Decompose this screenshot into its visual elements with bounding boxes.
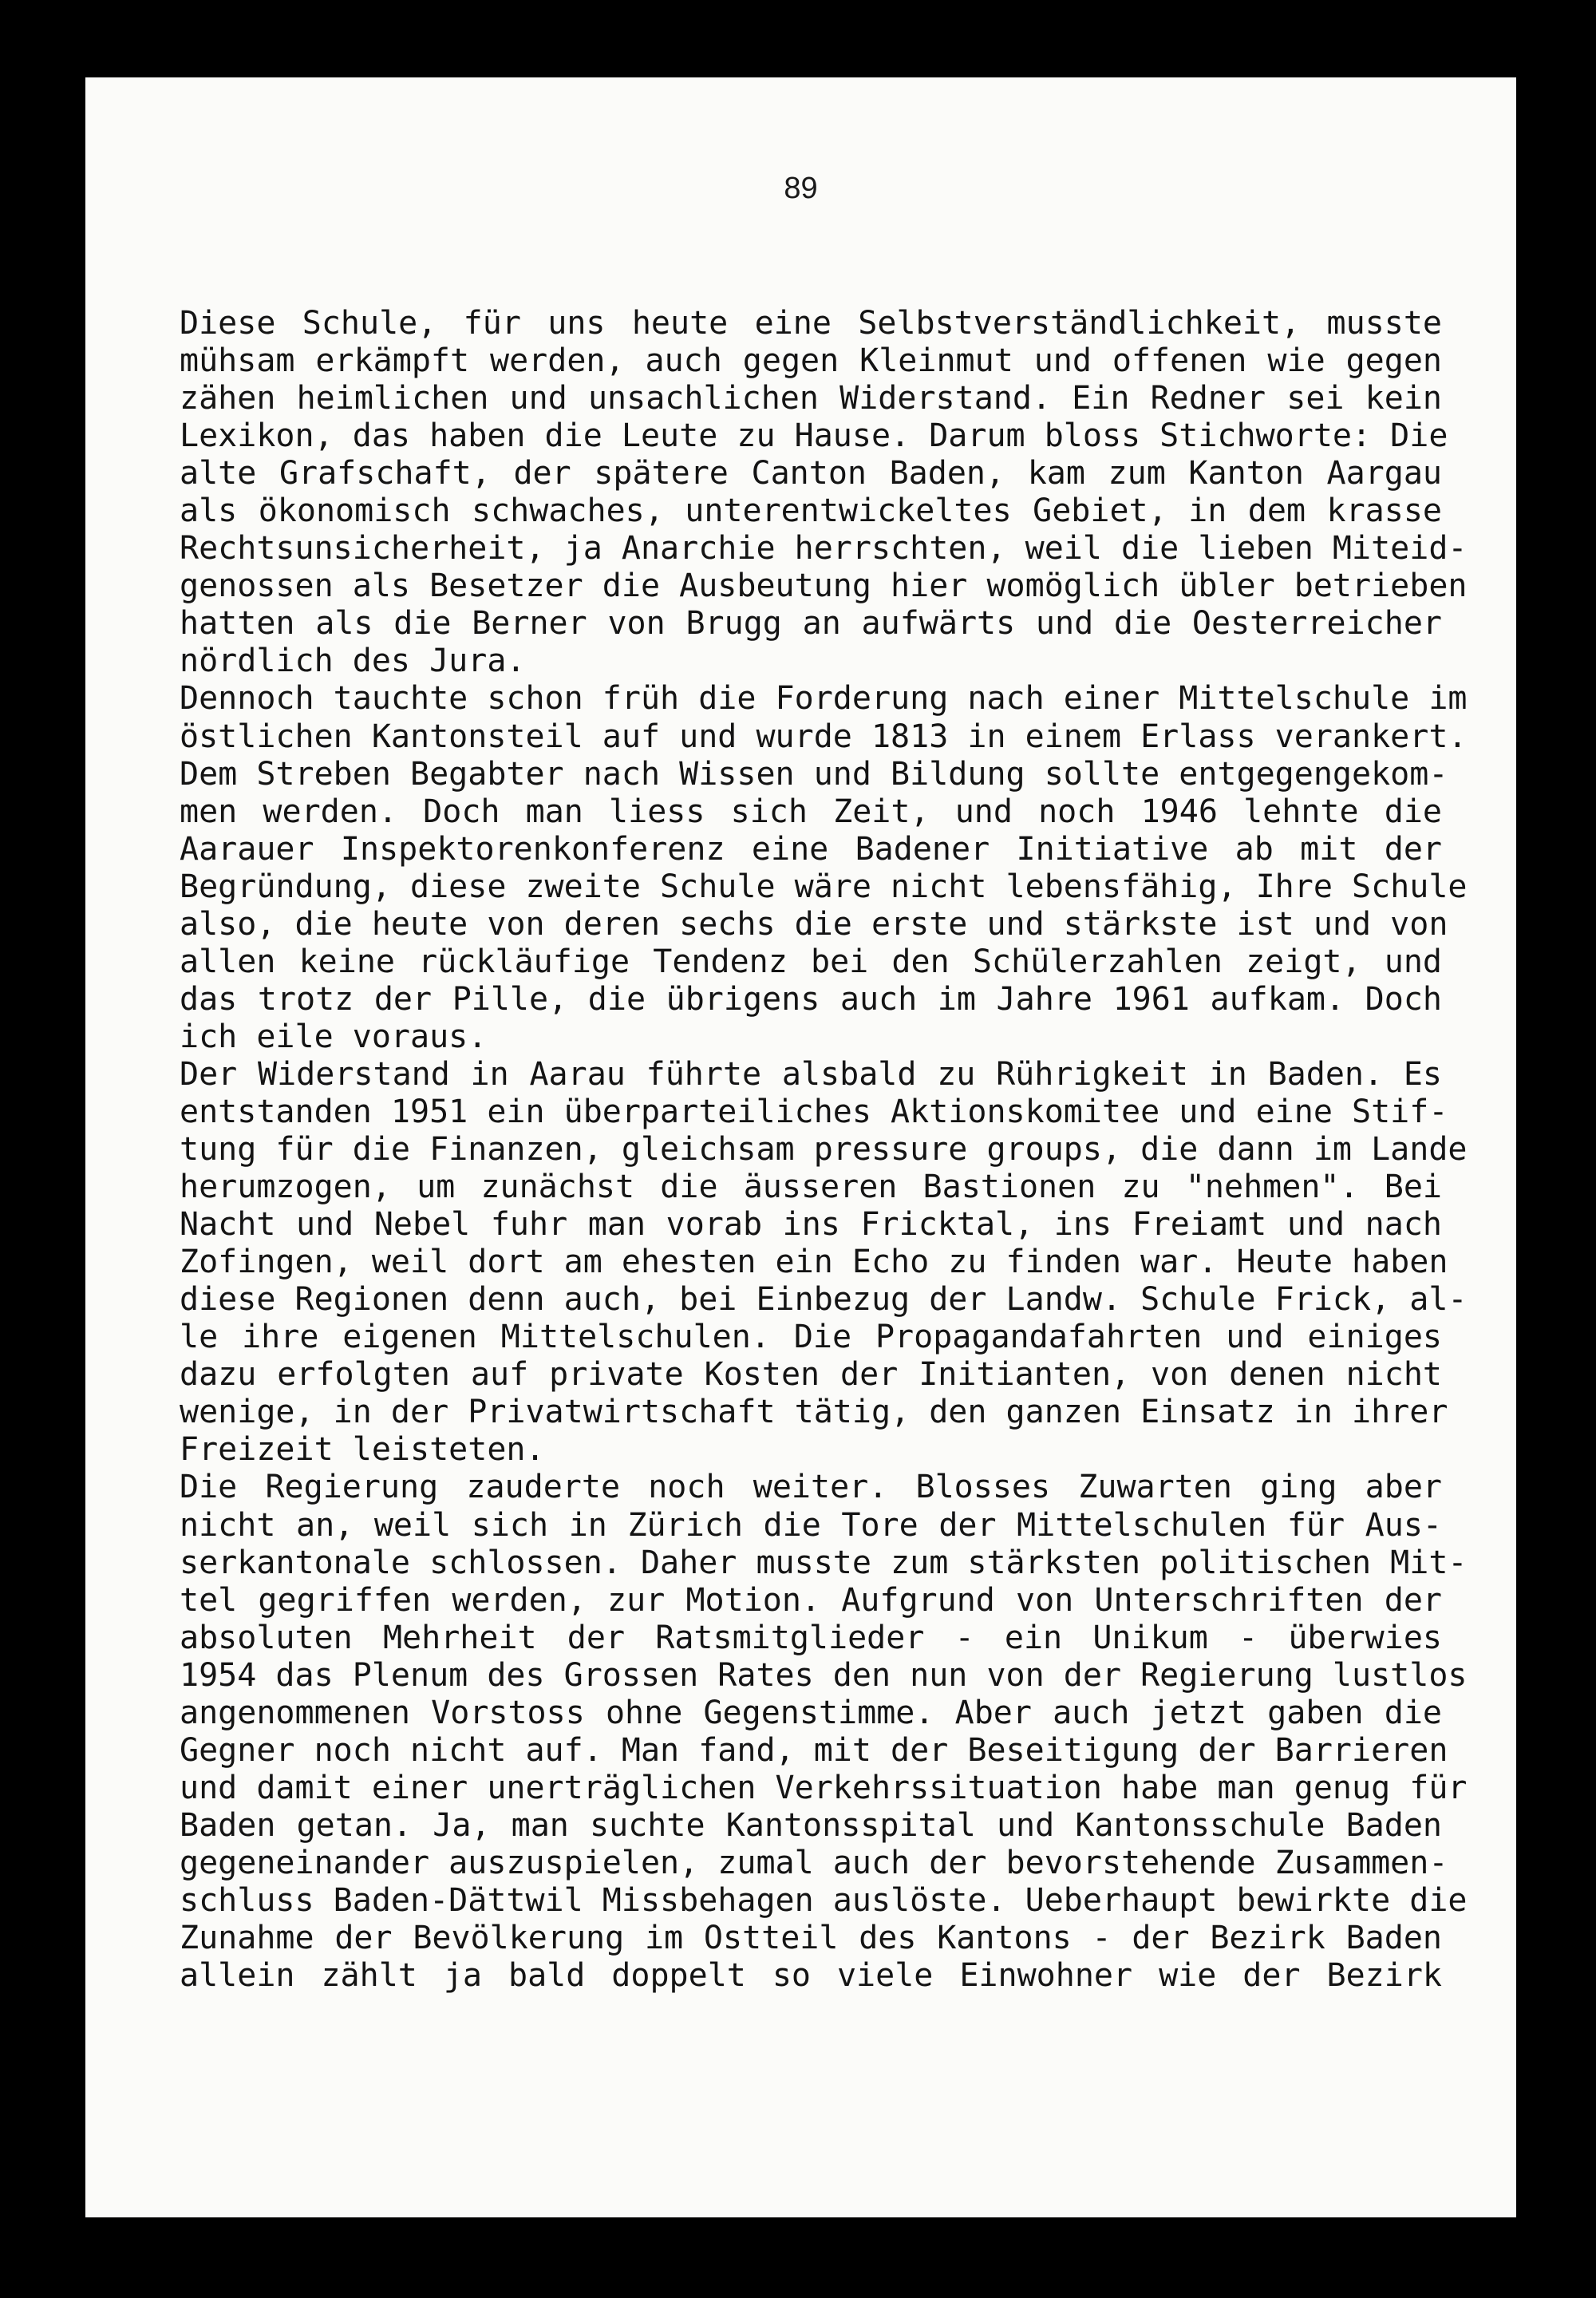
text-line: Freizeit leisteten. [180, 1431, 545, 1469]
text-line: ich eile voraus. [180, 1018, 488, 1055]
text-line: mühsam erkämpft werden, auch gegen Kleinmut und offenen wie gegen [180, 342, 1442, 380]
text-line: nicht an, weil sich in Zürich die Tore der Mittelschulen für Aus- [180, 1506, 1442, 1544]
text-line: dazu erfolgten auf private Kosten der Initianten, von denen nicht [180, 1356, 1442, 1394]
text-line: das trotz der Pille, die übrigens auch im Jahre 1961 aufkam. Doch [180, 980, 1442, 1018]
text-line: serkantonale schlossen. Daher musste zum stärksten politischen Mit- [180, 1544, 1468, 1581]
text-line: diese Regionen denn auch, bei Einbezug der Landw. Schule Frick, al- [180, 1281, 1468, 1319]
text-line: Lexikon, das haben die Leute zu Hause. Darum bloss Stichworte: Die [180, 417, 1448, 455]
text-line: entstanden 1951 ein überparteiliches Aktionskomitee und eine Stif- [180, 1093, 1448, 1130]
text-line: tel gegriffen werden, zur Motion. Aufgrund von Unterschriften der [180, 1581, 1442, 1619]
text-line: men werden. Doch man liess sich Zeit, und noch 1946 lehnte die [180, 793, 1442, 830]
text-line: Diese Schule, für uns heute eine Selbstverständlichkeit, musste [180, 305, 1442, 342]
text-line: Dennoch tauchte schon früh die Forderung nach einer Mittelschule im [180, 680, 1468, 718]
text-line: also, die heute von deren sechs die erste und stärkste ist und von [180, 905, 1448, 943]
text-line: Die Regierung zauderte noch weiter. Blosses Zuwarten ging aber [180, 1469, 1442, 1506]
text-line: als ökonomisch schwaches, unterentwickeltes Gebiet, in dem krasse [180, 492, 1442, 530]
text-line: Der Widerstand in Aarau führte alsbald zu Rührigkeit in Baden. Es [180, 1055, 1442, 1093]
text-line: le ihre eigenen Mittelschulen. Die Propagandafahrten und einiges [180, 1319, 1442, 1356]
text-line: angenommenen Vorstoss ohne Gegenstimme. Aber auch jetzt gaben die [180, 1694, 1442, 1731]
text-line: allen keine rückläufige Tendenz bei den Schülerzahlen zeigt, und [180, 943, 1442, 980]
text-line: alte Grafschaft, der spätere Canton Baden, kam zum Kanton Aargau [180, 455, 1442, 492]
page-number: 89 [784, 172, 818, 205]
text-line: Nacht und Nebel fuhr man vorab ins Fricktal, ins Freiamt und nach [180, 1206, 1442, 1244]
text-line: tung für die Finanzen, gleichsam pressure groups, die dann im Lande [180, 1131, 1468, 1169]
text-line: Gegner noch nicht auf. Man fand, mit der Beseitigung der Barrieren [180, 1731, 1448, 1769]
text-line: Baden getan. Ja, man suchte Kantonsspital und Kantonsschule Baden [180, 1806, 1442, 1844]
text-line: wenige, in der Privatwirtschaft tätig, den ganzen Einsatz in ihrer [180, 1394, 1448, 1431]
text-line: zähen heimlichen und unsachlichen Widerstand. Ein Redner sei kein [180, 380, 1442, 417]
text-line: schluss Baden-Dättwil Missbehagen auslöste. Ueberhaupt bewirkte die [180, 1881, 1468, 1919]
text-line: Dem Streben Begabter nach Wissen und Bildung sollte entgegengekom- [180, 755, 1448, 793]
text-line: herumzogen, um zunächst die äusseren Bastionen zu "nehmen". Bei [180, 1169, 1442, 1206]
text-line: nördlich des Jura. [180, 643, 526, 680]
body-text [180, 305, 1468, 1995]
text-line: Begründung, diese zweite Schule wäre nicht lebensfähig, Ihre Schule [180, 868, 1468, 905]
document-page [85, 77, 1516, 2217]
text-line: genossen als Besetzer die Ausbeutung hier womöglich übler betrieben [180, 568, 1468, 605]
text-line: Rechtsunsicherheit, ja Anarchie herrschten, weil die lieben Miteid- [180, 530, 1468, 568]
text-line: 1954 das Plenum des Grossen Rates den nun von der Regierung lustlos [180, 1656, 1468, 1694]
text-line: Aarauer Inspektorenkonferenz eine Badener Initiative ab mit der [180, 830, 1442, 868]
text-line: absoluten Mehrheit der Ratsmitglieder - ein Unikum - überwies [180, 1619, 1442, 1656]
text-line: Zofingen, weil dort am ehesten ein Echo zu finden war. Heute haben [180, 1244, 1448, 1281]
text-line: gegeneinander auszuspielen, zumal auch der bevorstehende Zusammen- [180, 1844, 1448, 1881]
text-line: hatten als die Berner von Brugg an aufwärts und die Oesterreicher [180, 605, 1442, 643]
text-line: Zunahme der Bevölkerung im Ostteil des Kantons - der Bezirk Baden [180, 1920, 1442, 1957]
text-line: und damit einer unerträglichen Verkehrssituation habe man genug für [180, 1769, 1468, 1806]
text-line: allein zählt ja bald doppelt so viele Einwohner wie der Bezirk [180, 1957, 1442, 1995]
text-line: östlichen Kantonsteil auf und wurde 1813 in einem Erlass verankert. [180, 718, 1468, 755]
